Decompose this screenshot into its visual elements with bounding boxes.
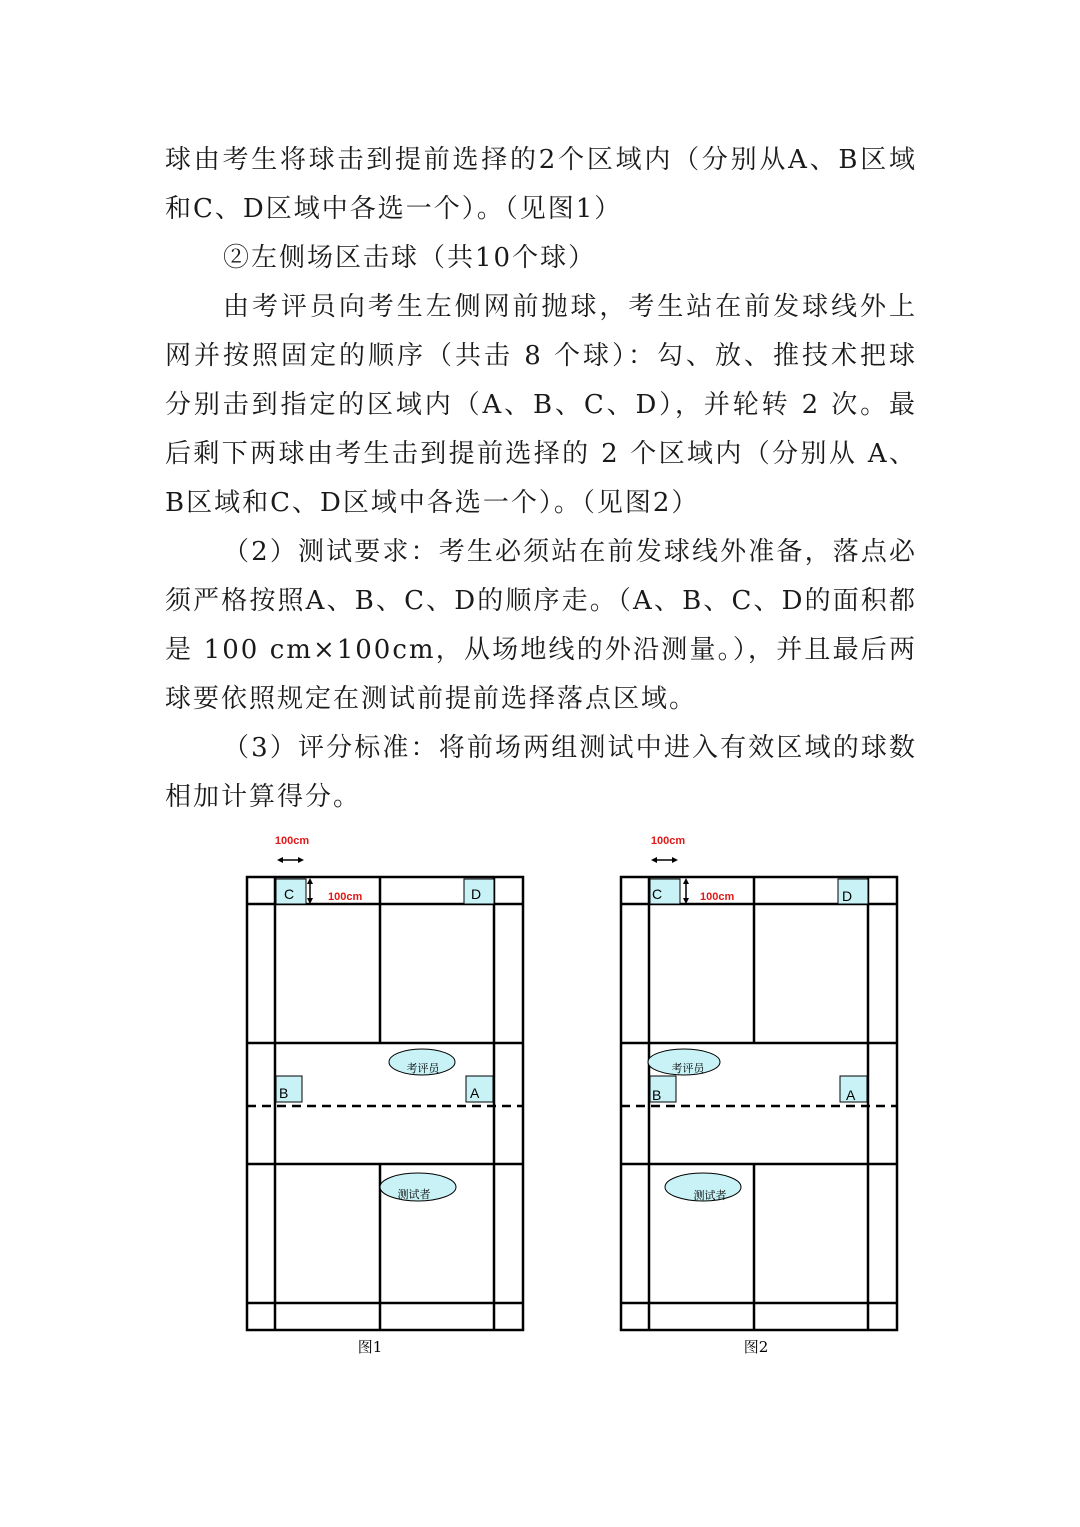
horizontal-dimension-arrow-icon <box>651 857 678 863</box>
dimension-label-top: 100cm <box>274 835 310 847</box>
tester-label: 测试者 <box>693 1189 727 1202</box>
figure-caption: 图1 <box>357 1338 383 1356</box>
vertical-dimension-arrow-icon <box>683 878 689 904</box>
zone-c-label: C <box>652 886 663 902</box>
zone-b-label: B <box>652 1087 662 1103</box>
tester-label: 测试者 <box>397 1188 431 1201</box>
vertical-dimension-arrow-icon <box>307 878 313 904</box>
court-diagram-svg-2 <box>614 826 904 1356</box>
court-diagram-svg-1 <box>240 826 530 1356</box>
court-outline <box>621 877 897 1330</box>
paragraph-1: 球由考生将球击到提前选择的2个区域内（分别从A、B区域和C、D区域中各选一个）。（见图1） <box>165 145 917 224</box>
paragraph-3: 由考评员向考生左侧网前抛球，考生站在前发球线外上网并按照固定的顺序（共击 8 个球）：勾、放、推技术把球分别击到指定的区域内（A、B、C、D），并轮转 2 次。最后剩下两球由考生击到提前选择的 2 个区域内（分别从 A、B区域和C、D区域中各选一个）。（见图2） <box>165 292 917 518</box>
dimension-label-side: 100cm <box>328 891 363 903</box>
paragraph-4-test-requirements: （2）测试要求：考生必须站在前发球线外准备，落点必须严格按照A、B、C、D的顺序走。（A、B、C、D的面积都是 100 cm×100cm，从场地线的外沿测量。），并且最后两球要依照规定在测试前提前选择落点区域。 <box>165 537 917 714</box>
figure-caption: 图2 <box>743 1338 769 1356</box>
court-diagram-figure-1 <box>240 826 530 1356</box>
body-text <box>165 136 917 822</box>
paragraph-2-heading: ②左侧场区击球（共10个球） <box>223 243 597 273</box>
dimension-label-side: 100cm <box>700 891 735 903</box>
horizontal-dimension-arrow-icon <box>277 857 304 863</box>
zone-c-label: C <box>284 886 295 902</box>
zone-a-label: A <box>846 1087 856 1103</box>
court-diagram-figure-2 <box>614 826 904 1356</box>
dimension-label-top: 100cm <box>650 835 686 847</box>
court-outline <box>247 877 523 1330</box>
examiner-label: 考评员 <box>671 1062 705 1075</box>
paragraph-5-scoring: （3）评分标准：将前场两组测试中进入有效区域的球数相加计算得分。 <box>165 733 917 812</box>
zone-a-label: A <box>470 1085 480 1101</box>
zone-d-label: D <box>842 888 853 904</box>
examiner-label: 考评员 <box>406 1062 440 1075</box>
zone-d-label: D <box>471 886 482 902</box>
zone-b-label: B <box>279 1085 289 1101</box>
